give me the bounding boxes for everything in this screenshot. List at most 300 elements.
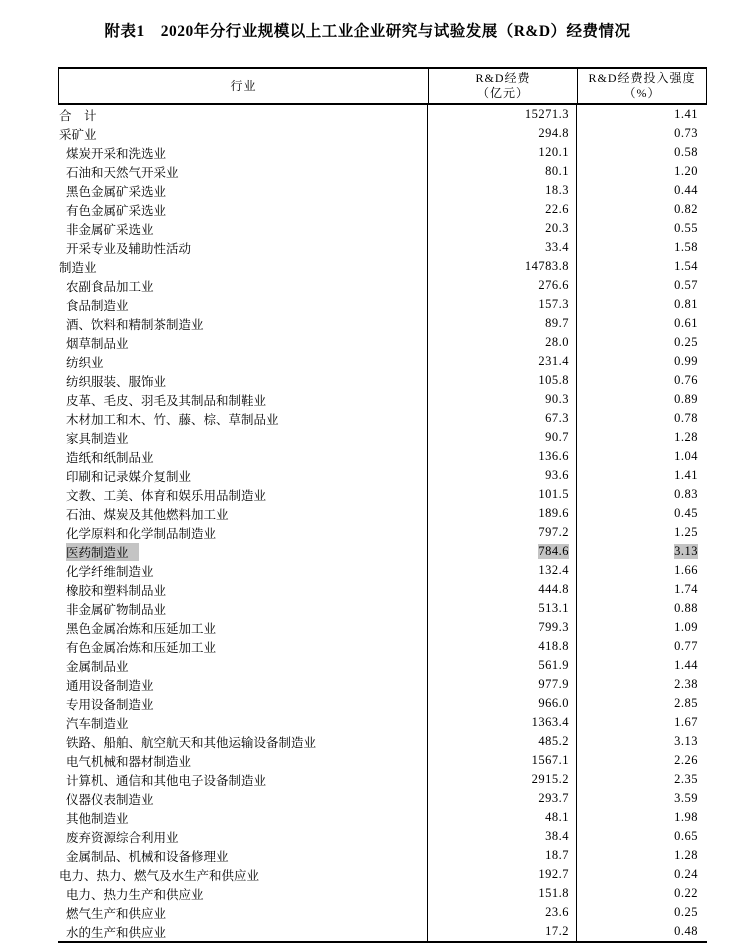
- fund-cell: [427, 618, 576, 637]
- table-row: [58, 200, 707, 219]
- fund-value: 151.8: [538, 886, 569, 900]
- intensity-value: 2.35: [674, 772, 698, 786]
- intensity-value: 0.24: [674, 867, 698, 881]
- industry-cell: [58, 561, 427, 580]
- fund-cell: [427, 675, 576, 694]
- intensity-cell: [576, 599, 707, 618]
- intensity-value: 1.54: [674, 259, 698, 273]
- intensity-cell: [576, 827, 707, 846]
- industry-name: 计算机、通信和其他电子设备制造业: [66, 773, 267, 788]
- table-row: [58, 504, 707, 523]
- fund-value: 276.6: [538, 278, 569, 292]
- table-header-row: [58, 67, 707, 105]
- intensity-value: 0.58: [674, 145, 698, 159]
- industry-cell: [58, 333, 427, 352]
- intensity-value: 1.74: [674, 582, 698, 596]
- industry-name: 通用设备制造业: [66, 678, 154, 693]
- intensity-value: 1.28: [674, 848, 698, 862]
- table-row: [58, 295, 707, 314]
- fund-value: 22.6: [545, 202, 569, 216]
- intensity-cell: [576, 656, 707, 675]
- intensity-value: 2.26: [674, 753, 698, 767]
- fund-cell: [427, 504, 576, 523]
- fund-cell: [427, 846, 576, 865]
- industry-cell: [58, 770, 427, 789]
- industry-cell: [58, 903, 427, 922]
- industry-name: 黑色金属矿采选业: [66, 184, 167, 199]
- industry-name: 印刷和记录媒介复制业: [66, 469, 192, 484]
- intensity-value: 2.85: [674, 696, 698, 710]
- fund-cell: [427, 751, 576, 770]
- fund-value: 120.1: [538, 145, 569, 159]
- intensity-value: 1.09: [674, 620, 698, 634]
- fund-cell: [427, 808, 576, 827]
- intensity-value: 0.45: [674, 506, 698, 520]
- industry-cell: [58, 694, 427, 713]
- table-row: [58, 884, 707, 903]
- fund-value: 1363.4: [531, 715, 569, 729]
- industry-name: 燃气生产和供应业: [66, 906, 167, 921]
- intensity-cell: [576, 181, 707, 200]
- intensity-cell: [576, 428, 707, 447]
- fund-value: 90.3: [545, 392, 569, 406]
- intensity-cell: [576, 466, 707, 485]
- fund-value: 192.7: [538, 867, 569, 881]
- fund-cell: [427, 333, 576, 352]
- fund-cell: [427, 789, 576, 808]
- fund-value: 799.3: [538, 620, 569, 634]
- fund-value: 18.7: [545, 848, 569, 862]
- fund-value: 231.4: [538, 354, 569, 368]
- industry-cell: [58, 675, 427, 694]
- fund-cell: [427, 371, 576, 390]
- header-rd-fund-line2: （亿元）: [476, 86, 529, 100]
- intensity-value: 0.65: [674, 829, 698, 843]
- industry-cell: [58, 143, 427, 162]
- intensity-cell: [576, 276, 707, 295]
- intensity-value: 3.13: [674, 734, 698, 748]
- intensity-cell: [576, 770, 707, 789]
- industry-name: 电气机械和器材制造业: [66, 754, 192, 769]
- table-row: [58, 181, 707, 200]
- industry-name: 医药制造业: [66, 543, 139, 561]
- fund-cell: [427, 390, 576, 409]
- intensity-cell: [576, 751, 707, 770]
- table-row: [58, 580, 707, 599]
- intensity-value: 1.25: [674, 525, 698, 539]
- industry-name: 专用设备制造业: [66, 697, 154, 712]
- fund-cell: [427, 922, 576, 941]
- intensity-cell: [576, 333, 707, 352]
- intensity-cell: [576, 105, 707, 124]
- intensity-cell: [576, 523, 707, 542]
- industry-name: 电力、热力生产和供应业: [66, 887, 204, 902]
- industry-cell: [58, 865, 427, 884]
- fund-value: 67.3: [545, 411, 569, 425]
- fund-value: 90.7: [545, 430, 569, 444]
- intensity-cell: [576, 846, 707, 865]
- fund-value: 444.8: [538, 582, 569, 596]
- industry-cell: [58, 846, 427, 865]
- fund-cell: [427, 865, 576, 884]
- intensity-cell: [576, 314, 707, 333]
- intensity-value: 0.78: [674, 411, 698, 425]
- table-row: [58, 713, 707, 732]
- industry-cell: [58, 162, 427, 181]
- rd-expenditure-table: [58, 67, 707, 943]
- table-row: [58, 409, 707, 428]
- industry-name: 石油、煤炭及其他燃料加工业: [66, 507, 229, 522]
- fund-value: 797.2: [538, 525, 569, 539]
- industry-name: 农副食品加工业: [66, 279, 154, 294]
- industry-name: 其他制造业: [66, 811, 129, 826]
- industry-name: 有色金属矿采选业: [66, 203, 167, 218]
- industry-name: 木材加工和木、竹、藤、棕、草制品业: [66, 412, 279, 427]
- fund-value: 1567.1: [531, 753, 569, 767]
- table-body: [58, 105, 707, 943]
- industry-name: 水的生产和供应业: [66, 925, 167, 940]
- industry-name: 石油和天然气开采业: [66, 165, 179, 180]
- industry-cell: [58, 409, 427, 428]
- industry-name: 铁路、船舶、航空航天和其他运输设备制造业: [66, 735, 317, 750]
- table-row: [58, 219, 707, 238]
- fund-value: 38.4: [545, 829, 569, 843]
- intensity-value: 1.20: [674, 164, 698, 178]
- fund-cell: [427, 295, 576, 314]
- intensity-cell: [576, 295, 707, 314]
- intensity-value: 0.22: [674, 886, 698, 900]
- intensity-cell: [576, 219, 707, 238]
- table-row: [58, 732, 707, 751]
- industry-cell: [58, 200, 427, 219]
- fund-cell: [427, 200, 576, 219]
- intensity-value: 1.41: [674, 468, 698, 482]
- industry-cell: [58, 504, 427, 523]
- industry-cell: [58, 238, 427, 257]
- fund-value: 14783.8: [524, 259, 569, 273]
- table-row: [58, 599, 707, 618]
- table-row: [58, 751, 707, 770]
- intensity-cell: [576, 884, 707, 903]
- table-row: [58, 124, 707, 143]
- fund-cell: [427, 656, 576, 675]
- intensity-value: 1.44: [674, 658, 698, 672]
- intensity-cell: [576, 200, 707, 219]
- intensity-cell: [576, 390, 707, 409]
- table-row: [58, 523, 707, 542]
- industry-name: 黑色金属冶炼和压延加工业: [66, 621, 217, 636]
- intensity-cell: [576, 808, 707, 827]
- industry-cell: [58, 656, 427, 675]
- table-row: [58, 352, 707, 371]
- fund-value: 28.0: [545, 335, 569, 349]
- table-row: [58, 371, 707, 390]
- industry-cell: [58, 713, 427, 732]
- intensity-cell: [576, 694, 707, 713]
- table-row: [58, 922, 707, 941]
- industry-cell: [58, 732, 427, 751]
- fund-cell: [427, 637, 576, 656]
- fund-value: 80.1: [545, 164, 569, 178]
- table-row: [58, 637, 707, 656]
- intensity-cell: [576, 903, 707, 922]
- intensity-cell: [576, 637, 707, 656]
- table-row: [58, 390, 707, 409]
- fund-cell: [427, 694, 576, 713]
- table-row: [58, 694, 707, 713]
- industry-name: 烟草制品业: [66, 336, 129, 351]
- intensity-cell: [576, 352, 707, 371]
- intensity-cell: [576, 485, 707, 504]
- intensity-value: 0.81: [674, 297, 698, 311]
- industry-name: 化学原料和化学制品制造业: [66, 526, 217, 541]
- intensity-cell: [576, 580, 707, 599]
- intensity-value: 0.82: [674, 202, 698, 216]
- table-row: [58, 257, 707, 276]
- industry-cell: [58, 542, 427, 561]
- intensity-value: 0.25: [674, 905, 698, 919]
- intensity-value: 3.59: [674, 791, 698, 805]
- fund-cell: [427, 257, 576, 276]
- fund-value: 101.5: [538, 487, 569, 501]
- industry-cell: [58, 295, 427, 314]
- industry-name: 文教、工美、体育和娱乐用品制造业: [66, 488, 267, 503]
- fund-cell: [427, 447, 576, 466]
- intensity-cell: [576, 504, 707, 523]
- fund-cell: [427, 827, 576, 846]
- fund-value: 189.6: [538, 506, 569, 520]
- intensity-value: 0.99: [674, 354, 698, 368]
- industry-name: 橡胶和塑料制品业: [66, 583, 167, 598]
- fund-value: 48.1: [545, 810, 569, 824]
- industry-name: 有色金属冶炼和压延加工业: [66, 640, 217, 655]
- intensity-value: 0.77: [674, 639, 698, 653]
- fund-cell: [427, 276, 576, 295]
- industry-cell: [58, 751, 427, 770]
- industry-name: 非金属矿采选业: [66, 222, 154, 237]
- header-rd-fund-line1: R&D经费: [475, 71, 531, 85]
- fund-value: 293.7: [538, 791, 569, 805]
- intensity-cell: [576, 409, 707, 428]
- fund-value: 2915.2: [531, 772, 569, 786]
- intensity-value: 0.25: [674, 335, 698, 349]
- industry-name: 化学纤维制造业: [66, 564, 154, 579]
- table-row: [58, 314, 707, 333]
- fund-cell: [427, 124, 576, 143]
- industry-name: 纺织服装、服饰业: [66, 374, 167, 389]
- intensity-value: 0.89: [674, 392, 698, 406]
- intensity-cell: [576, 124, 707, 143]
- intensity-cell: [576, 447, 707, 466]
- intensity-value: 1.67: [674, 715, 698, 729]
- intensity-cell: [576, 922, 707, 941]
- industry-cell: [58, 485, 427, 504]
- fund-value: 89.7: [545, 316, 569, 330]
- fund-value: 15271.3: [524, 107, 569, 121]
- table-row: [58, 276, 707, 295]
- header-industry: [59, 69, 428, 103]
- industry-cell: [58, 371, 427, 390]
- fund-cell: [427, 162, 576, 181]
- intensity-cell: [576, 257, 707, 276]
- intensity-cell: [576, 675, 707, 694]
- industry-name: 合 计: [59, 108, 97, 123]
- industry-cell: [58, 390, 427, 409]
- fund-value: 17.2: [545, 924, 569, 938]
- industry-cell: [58, 827, 427, 846]
- fund-cell: [427, 143, 576, 162]
- intensity-value: 1.41: [674, 107, 698, 121]
- intensity-cell: [576, 732, 707, 751]
- intensity-value: 0.88: [674, 601, 698, 615]
- industry-name: 食品制造业: [66, 298, 129, 313]
- fund-value: 136.6: [538, 449, 569, 463]
- industry-cell: [58, 523, 427, 542]
- header-industry-label: 行业: [230, 78, 257, 93]
- header-rd-intensity-line2: （%）: [623, 86, 661, 100]
- fund-value: 561.9: [538, 658, 569, 672]
- industry-cell: [58, 447, 427, 466]
- table-row: [58, 466, 707, 485]
- fund-cell: [427, 713, 576, 732]
- industry-name: 仪器仪表制造业: [66, 792, 154, 807]
- intensity-cell: [576, 542, 707, 561]
- industry-name: 纺织业: [66, 355, 104, 370]
- industry-name: 废弃资源综合利用业: [66, 830, 179, 845]
- table-row: [58, 561, 707, 580]
- intensity-value: 0.61: [674, 316, 698, 330]
- fund-value: 513.1: [538, 601, 569, 615]
- intensity-cell: [576, 238, 707, 257]
- table-row: [58, 428, 707, 447]
- intensity-value: 0.76: [674, 373, 698, 387]
- fund-cell: [427, 314, 576, 333]
- industry-name: 汽车制造业: [66, 716, 129, 731]
- industry-cell: [58, 181, 427, 200]
- fund-value: 33.4: [545, 240, 569, 254]
- industry-name: 开采专业及辅助性活动: [66, 241, 192, 256]
- fund-value: 93.6: [545, 468, 569, 482]
- industry-cell: [58, 466, 427, 485]
- fund-cell: [427, 884, 576, 903]
- fund-cell: [427, 561, 576, 580]
- industry-cell: [58, 276, 427, 295]
- fund-value: 418.8: [538, 639, 569, 653]
- intensity-value: 0.48: [674, 924, 698, 938]
- fund-value: 966.0: [538, 696, 569, 710]
- industry-cell: [58, 257, 427, 276]
- industry-name: 家具制造业: [66, 431, 129, 446]
- fund-cell: [427, 599, 576, 618]
- intensity-value: 1.66: [674, 563, 698, 577]
- industry-name: 非金属矿物制品业: [66, 602, 167, 617]
- fund-cell: [427, 523, 576, 542]
- fund-value: 18.3: [545, 183, 569, 197]
- fund-value: 157.3: [538, 297, 569, 311]
- table-row: [58, 162, 707, 181]
- intensity-cell: [576, 713, 707, 732]
- industry-cell: [58, 314, 427, 333]
- table-row: [58, 105, 707, 124]
- page-title: 附表1 2020年分行业规模以上工业企业研究与试验发展（R&D）经费情况: [104, 23, 631, 40]
- intensity-cell: [576, 143, 707, 162]
- industry-name: 造纸和纸制品业: [66, 450, 154, 465]
- fund-cell: [427, 542, 576, 561]
- table-row: [58, 789, 707, 808]
- industry-name: 金属制品业: [66, 659, 129, 674]
- industry-name: 电力、热力、燃气及水生产和供应业: [59, 868, 260, 883]
- intensity-cell: [576, 561, 707, 580]
- intensity-value: 0.83: [674, 487, 698, 501]
- industry-cell: [58, 352, 427, 371]
- table-row: [58, 770, 707, 789]
- table-row: [58, 675, 707, 694]
- industry-cell: [58, 618, 427, 637]
- industry-cell: [58, 105, 427, 124]
- fund-value: 23.6: [545, 905, 569, 919]
- intensity-cell: [576, 371, 707, 390]
- intensity-value: 1.04: [674, 449, 698, 463]
- header-rd-intensity-line1: R&D经费投入强度: [588, 71, 696, 85]
- fund-cell: [427, 409, 576, 428]
- intensity-value: 1.98: [674, 810, 698, 824]
- fund-value: 105.8: [538, 373, 569, 387]
- industry-cell: [58, 580, 427, 599]
- table-row: [58, 903, 707, 922]
- fund-cell: [427, 580, 576, 599]
- intensity-value: 0.57: [674, 278, 698, 292]
- industry-cell: [58, 884, 427, 903]
- fund-value: 294.8: [538, 126, 569, 140]
- industry-name: 酒、饮料和精制茶制造业: [66, 317, 204, 332]
- industry-cell: [58, 637, 427, 656]
- table-row: [58, 143, 707, 162]
- fund-cell: [427, 770, 576, 789]
- fund-cell: [427, 732, 576, 751]
- industry-name: 采矿业: [59, 127, 97, 142]
- intensity-cell: [576, 789, 707, 808]
- fund-value: 977.9: [538, 677, 569, 691]
- table-row-selected: [58, 542, 707, 561]
- intensity-value: 0.44: [674, 183, 698, 197]
- fund-value: 784.6: [538, 544, 569, 558]
- industry-name: 金属制品、机械和设备修理业: [66, 849, 229, 864]
- industry-cell: [58, 789, 427, 808]
- intensity-cell: [576, 162, 707, 181]
- industry-cell: [58, 808, 427, 827]
- intensity-value: 1.58: [674, 240, 698, 254]
- fund-cell: [427, 105, 576, 124]
- fund-cell: [427, 219, 576, 238]
- table-row: [58, 485, 707, 504]
- fund-cell: [427, 238, 576, 257]
- intensity-cell: [576, 865, 707, 884]
- fund-cell: [427, 485, 576, 504]
- fund-value: 485.2: [538, 734, 569, 748]
- intensity-value: 0.73: [674, 126, 698, 140]
- fund-value: 20.3: [545, 221, 569, 235]
- table-row: [58, 618, 707, 637]
- fund-cell: [427, 352, 576, 371]
- fund-value: 132.4: [538, 563, 569, 577]
- table-row: [58, 333, 707, 352]
- table-row: [58, 238, 707, 257]
- header-rd-intensity: [577, 69, 706, 103]
- table-row: [58, 447, 707, 466]
- table-row: [58, 827, 707, 846]
- fund-cell: [427, 466, 576, 485]
- industry-cell: [58, 428, 427, 447]
